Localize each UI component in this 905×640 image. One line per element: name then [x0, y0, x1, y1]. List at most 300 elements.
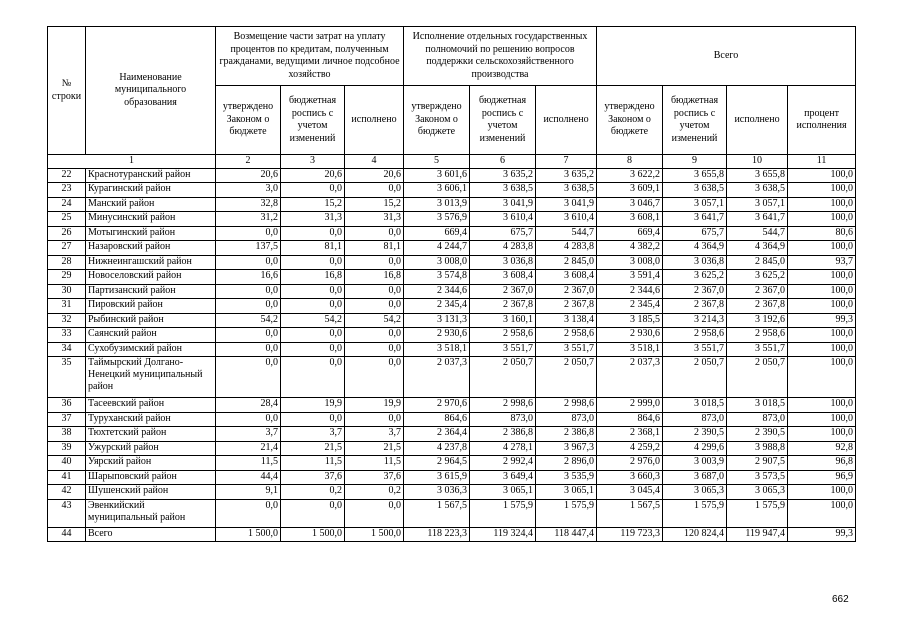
cell-value-c7: 3 535,9: [536, 470, 597, 485]
cell-value-c5: 2 345,4: [404, 299, 470, 314]
cell-value-c8: 2 930,6: [597, 328, 663, 343]
cell-municipality-name: Пировский район: [86, 299, 216, 314]
cell-value-c4: 37,6: [345, 470, 404, 485]
column-number: 4: [345, 155, 404, 169]
cell-value-c7: 3 608,4: [536, 270, 597, 285]
cell-value-c9: 3 641,7: [663, 212, 727, 227]
cell-value-c3: 21,5: [281, 441, 345, 456]
table-row: [48, 168, 856, 183]
cell-municipality-name: Партизанский район: [86, 284, 216, 299]
cell-row-no: 33: [48, 328, 86, 343]
cell-municipality-name: Туруханский район: [86, 412, 216, 427]
cell-value-c2: 0,0: [216, 412, 281, 427]
cell-value-c11: 100,0: [788, 241, 856, 256]
cell-value-c4: 31,3: [345, 212, 404, 227]
cell-value-c8: 3 660,3: [597, 470, 663, 485]
cell-value-c3: 19,9: [281, 398, 345, 413]
cell-value-c3: 0,0: [281, 284, 345, 299]
cell-value-c7: 873,0: [536, 412, 597, 427]
cell-value-c9: 2 958,6: [663, 328, 727, 343]
cell-value-c4: 1 500,0: [345, 527, 404, 542]
cell-value-c6: 675,7: [470, 226, 536, 241]
cell-municipality-name: Уярский район: [86, 456, 216, 471]
cell-row-no: 32: [48, 313, 86, 328]
cell-value-c11: 100,0: [788, 499, 856, 527]
cell-value-c5: 3 013,9: [404, 197, 470, 212]
cell-municipality-name: Краснотуранский район: [86, 168, 216, 183]
cell-value-c10: 3 988,8: [727, 441, 788, 456]
cell-value-c4: 0,0: [345, 299, 404, 314]
header-budget-list: бюджетная роспись с учетом изменений: [281, 86, 345, 155]
cell-value-c6: 1 575,9: [470, 499, 536, 527]
cell-value-c6: 2 050,7: [470, 357, 536, 398]
cell-value-c5: 3 601,6: [404, 168, 470, 183]
cell-value-c7: 544,7: [536, 226, 597, 241]
cell-value-c6: 3 610,4: [470, 212, 536, 227]
cell-value-c10: 3 551,7: [727, 342, 788, 357]
cell-value-c2: 9,1: [216, 485, 281, 500]
cell-value-c8: 3 185,5: [597, 313, 663, 328]
cell-value-c10: 119 947,4: [727, 527, 788, 542]
cell-value-c7: 3 638,5: [536, 183, 597, 198]
cell-value-c9: 1 575,9: [663, 499, 727, 527]
cell-value-c6: 873,0: [470, 412, 536, 427]
cell-value-c6: 3 160,1: [470, 313, 536, 328]
header-group-total: Всего: [597, 27, 856, 86]
table-row: [48, 412, 856, 427]
cell-value-c7: 2 386,8: [536, 427, 597, 442]
cell-value-c3: 0,0: [281, 342, 345, 357]
cell-value-c7: 3 610,4: [536, 212, 597, 227]
cell-value-c2: 0,0: [216, 357, 281, 398]
cell-value-c5: 4 244,7: [404, 241, 470, 256]
cell-row-no: 40: [48, 456, 86, 471]
cell-value-c3: 3,7: [281, 427, 345, 442]
cell-value-c2: 0,0: [216, 255, 281, 270]
cell-value-c8: 2 345,4: [597, 299, 663, 314]
cell-value-c11: 100,0: [788, 398, 856, 413]
cell-row-no: 27: [48, 241, 86, 256]
cell-value-c8: 1 567,5: [597, 499, 663, 527]
cell-value-c6: 3 065,1: [470, 485, 536, 500]
column-number: 8: [597, 155, 663, 169]
cell-row-no: 34: [48, 342, 86, 357]
table-row: [48, 197, 856, 212]
cell-value-c9: 3 018,5: [663, 398, 727, 413]
cell-value-c6: 2 367,8: [470, 299, 536, 314]
header-name: Наименование муниципального образования: [86, 27, 216, 155]
cell-value-c4: 3,7: [345, 427, 404, 442]
cell-value-c9: 4 299,6: [663, 441, 727, 456]
cell-row-no: 36: [48, 398, 86, 413]
table-row: [48, 284, 856, 299]
header-row-no: № строки: [48, 27, 86, 155]
cell-value-c9: 3 003,9: [663, 456, 727, 471]
cell-municipality-name: Назаровский район: [86, 241, 216, 256]
cell-value-c6: 2 998,6: [470, 398, 536, 413]
cell-value-c9: 3 065,3: [663, 485, 727, 500]
cell-value-c4: 0,0: [345, 412, 404, 427]
cell-value-c5: 3 131,3: [404, 313, 470, 328]
table-row: [48, 470, 856, 485]
cell-value-c11: 93,7: [788, 255, 856, 270]
cell-value-c4: 0,0: [345, 499, 404, 527]
cell-value-c10: 2 390,5: [727, 427, 788, 442]
cell-value-c10: 544,7: [727, 226, 788, 241]
cell-municipality-name: Новоселовский район: [86, 270, 216, 285]
cell-value-c4: 21,5: [345, 441, 404, 456]
cell-value-c5: 2 964,5: [404, 456, 470, 471]
cell-value-c3: 0,0: [281, 499, 345, 527]
cell-value-c8: 864,6: [597, 412, 663, 427]
cell-municipality-name: Ужурский район: [86, 441, 216, 456]
table-row: [48, 328, 856, 343]
cell-municipality-name: Рыбинский район: [86, 313, 216, 328]
cell-row-no: 43: [48, 499, 86, 527]
cell-value-c6: 2 958,6: [470, 328, 536, 343]
cell-value-c11: 100,0: [788, 412, 856, 427]
cell-row-no: 38: [48, 427, 86, 442]
cell-value-c7: 3 065,1: [536, 485, 597, 500]
cell-row-no: 31: [48, 299, 86, 314]
cell-value-c2: 32,8: [216, 197, 281, 212]
cell-value-c9: 3 036,8: [663, 255, 727, 270]
cell-value-c11: 100,0: [788, 299, 856, 314]
table-row: [48, 313, 856, 328]
cell-value-c9: 2 390,5: [663, 427, 727, 442]
cell-value-c11: 100,0: [788, 427, 856, 442]
cell-value-c11: 100,0: [788, 212, 856, 227]
cell-value-c5: 2 037,3: [404, 357, 470, 398]
cell-value-c4: 0,0: [345, 183, 404, 198]
cell-value-c5: 118 223,3: [404, 527, 470, 542]
cell-value-c4: 20,6: [345, 168, 404, 183]
cell-value-c6: 2 992,4: [470, 456, 536, 471]
cell-value-c11: 100,0: [788, 357, 856, 398]
cell-value-c8: 3 045,4: [597, 485, 663, 500]
cell-value-c6: 3 036,8: [470, 255, 536, 270]
cell-value-c8: 119 723,3: [597, 527, 663, 542]
cell-value-c6: 119 324,4: [470, 527, 536, 542]
header-approved: утверждено Законом о бюджете: [404, 86, 470, 155]
table-row: [48, 183, 856, 198]
cell-municipality-name: Курагинский район: [86, 183, 216, 198]
cell-value-c3: 0,0: [281, 412, 345, 427]
column-number: 11: [788, 155, 856, 169]
cell-value-c10: 3 655,8: [727, 168, 788, 183]
cell-value-c9: 3 687,0: [663, 470, 727, 485]
cell-value-c2: 20,6: [216, 168, 281, 183]
cell-value-c3: 31,3: [281, 212, 345, 227]
cell-value-c7: 2 998,6: [536, 398, 597, 413]
cell-value-c2: 1 500,0: [216, 527, 281, 542]
cell-row-no: 24: [48, 197, 86, 212]
cell-value-c8: 2 999,0: [597, 398, 663, 413]
cell-value-c8: 3 609,1: [597, 183, 663, 198]
cell-value-c9: 4 364,9: [663, 241, 727, 256]
cell-value-c6: 4 278,1: [470, 441, 536, 456]
cell-value-c2: 21,4: [216, 441, 281, 456]
cell-value-c3: 0,0: [281, 328, 345, 343]
cell-value-c2: 31,2: [216, 212, 281, 227]
header-executed: исполнено: [536, 86, 597, 155]
column-number: 2: [216, 155, 281, 169]
cell-value-c9: 3 214,3: [663, 313, 727, 328]
cell-value-c5: 2 930,6: [404, 328, 470, 343]
cell-value-c11: 80,6: [788, 226, 856, 241]
cell-value-c5: 3 036,3: [404, 485, 470, 500]
table-row: [48, 456, 856, 471]
cell-value-c6: 2 367,0: [470, 284, 536, 299]
cell-value-c5: 4 237,8: [404, 441, 470, 456]
cell-value-c5: 2 344,6: [404, 284, 470, 299]
cell-value-c11: 100,0: [788, 168, 856, 183]
column-number: 10: [727, 155, 788, 169]
cell-value-c4: 0,0: [345, 328, 404, 343]
cell-value-c4: 15,2: [345, 197, 404, 212]
cell-value-c9: 2 367,0: [663, 284, 727, 299]
cell-value-c2: 0,0: [216, 284, 281, 299]
cell-value-c4: 0,0: [345, 226, 404, 241]
cell-value-c10: 3 638,5: [727, 183, 788, 198]
cell-value-c4: 0,0: [345, 357, 404, 398]
cell-value-c11: 100,0: [788, 183, 856, 198]
cell-municipality-name: Шушенский район: [86, 485, 216, 500]
cell-value-c10: 2 050,7: [727, 357, 788, 398]
cell-value-c7: 2 896,0: [536, 456, 597, 471]
cell-value-c3: 0,0: [281, 299, 345, 314]
cell-value-c11: 100,0: [788, 342, 856, 357]
cell-value-c2: 3,7: [216, 427, 281, 442]
cell-value-c4: 19,9: [345, 398, 404, 413]
cell-value-c8: 3 008,0: [597, 255, 663, 270]
cell-value-c3: 20,6: [281, 168, 345, 183]
cell-value-c8: 4 259,2: [597, 441, 663, 456]
cell-value-c9: 2 050,7: [663, 357, 727, 398]
cell-value-c8: 2 344,6: [597, 284, 663, 299]
header-executed: исполнено: [727, 86, 788, 155]
table-row: [48, 441, 856, 456]
cell-value-c4: 54,2: [345, 313, 404, 328]
cell-value-c8: 3 622,2: [597, 168, 663, 183]
cell-value-c11: 100,0: [788, 270, 856, 285]
cell-value-c7: 3 138,4: [536, 313, 597, 328]
cell-value-c6: 3 608,4: [470, 270, 536, 285]
cell-value-c11: 96,8: [788, 456, 856, 471]
cell-value-c2: 137,5: [216, 241, 281, 256]
table-row: [48, 357, 856, 398]
cell-value-c6: 3 635,2: [470, 168, 536, 183]
cell-municipality-name: Тюхтетский район: [86, 427, 216, 442]
header-approved: утверждено Законом о бюджете: [216, 86, 281, 155]
cell-value-c11: 100,0: [788, 485, 856, 500]
cell-value-c7: 2 050,7: [536, 357, 597, 398]
cell-value-c10: 3 065,3: [727, 485, 788, 500]
cell-value-c7: 2 958,6: [536, 328, 597, 343]
cell-value-c4: 0,2: [345, 485, 404, 500]
table-row: [48, 270, 856, 285]
cell-value-c7: 2 367,0: [536, 284, 597, 299]
cell-value-c7: 3 635,2: [536, 168, 597, 183]
cell-row-no: 29: [48, 270, 86, 285]
header-group-interest: Возмещение части затрат на уплату процентов по кредитам, полученным гражданами, ведущими личное подсобное хозяйство: [216, 27, 404, 86]
cell-value-c9: 120 824,4: [663, 527, 727, 542]
cell-row-no: 25: [48, 212, 86, 227]
cell-municipality-name: Тасеевский район: [86, 398, 216, 413]
cell-value-c8: 669,4: [597, 226, 663, 241]
header-percent: процент исполнения: [788, 86, 856, 155]
cell-row-no: 22: [48, 168, 86, 183]
cell-row-no: 35: [48, 357, 86, 398]
cell-value-c10: 2 367,8: [727, 299, 788, 314]
cell-value-c11: 99,3: [788, 313, 856, 328]
cell-value-c7: 3 551,7: [536, 342, 597, 357]
cell-value-c3: 11,5: [281, 456, 345, 471]
table-row: [48, 342, 856, 357]
header-budget-list: бюджетная роспись с учетом изменений: [663, 86, 727, 155]
cell-value-c9: 3 625,2: [663, 270, 727, 285]
cell-value-c4: 11,5: [345, 456, 404, 471]
cell-value-c10: 3 625,2: [727, 270, 788, 285]
cell-row-no: 37: [48, 412, 86, 427]
cell-value-c5: 669,4: [404, 226, 470, 241]
cell-value-c5: 3 615,9: [404, 470, 470, 485]
cell-municipality-name: Эвенкийский муниципальный район: [86, 499, 216, 527]
cell-value-c8: 3 591,4: [597, 270, 663, 285]
cell-value-c9: 675,7: [663, 226, 727, 241]
cell-value-c3: 15,2: [281, 197, 345, 212]
cell-value-c10: 2 367,0: [727, 284, 788, 299]
cell-value-c9: 3 638,5: [663, 183, 727, 198]
cell-value-c11: 92,8: [788, 441, 856, 456]
table-header: [48, 27, 856, 169]
cell-row-no: 28: [48, 255, 86, 270]
cell-value-c8: 4 382,2: [597, 241, 663, 256]
cell-value-c11: 100,0: [788, 197, 856, 212]
column-number: 6: [470, 155, 536, 169]
column-number: 9: [663, 155, 727, 169]
cell-value-c10: 3 573,5: [727, 470, 788, 485]
cell-value-c2: 16,6: [216, 270, 281, 285]
table-row: [48, 527, 856, 542]
cell-value-c10: 3 192,6: [727, 313, 788, 328]
cell-municipality-name: Таймырский Долгано-Ненецкий муниципальный район: [86, 357, 216, 398]
cell-value-c10: 2 958,6: [727, 328, 788, 343]
cell-value-c10: 3 057,1: [727, 197, 788, 212]
cell-value-c2: 28,4: [216, 398, 281, 413]
cell-value-c6: 2 386,8: [470, 427, 536, 442]
cell-value-c3: 16,8: [281, 270, 345, 285]
header-group-state-powers: Исполнение отдельных государственных полномочий по решению вопросов поддержки сельскохозяйственного производства: [404, 27, 597, 86]
cell-value-c3: 0,0: [281, 357, 345, 398]
column-number: 3: [281, 155, 345, 169]
cell-value-c6: 4 283,8: [470, 241, 536, 256]
cell-value-c3: 81,1: [281, 241, 345, 256]
cell-value-c8: 2 037,3: [597, 357, 663, 398]
cell-municipality-name: Саянский район: [86, 328, 216, 343]
cell-value-c10: 3 641,7: [727, 212, 788, 227]
cell-value-c7: 3 967,3: [536, 441, 597, 456]
cell-row-no: 23: [48, 183, 86, 198]
cell-municipality-name: Мотыгинский район: [86, 226, 216, 241]
table-row: [48, 427, 856, 442]
cell-row-no: 42: [48, 485, 86, 500]
cell-value-c5: 1 567,5: [404, 499, 470, 527]
cell-value-c6: 3 638,5: [470, 183, 536, 198]
cell-value-c4: 81,1: [345, 241, 404, 256]
cell-value-c7: 4 283,8: [536, 241, 597, 256]
cell-value-c10: 2 845,0: [727, 255, 788, 270]
table-row: [48, 485, 856, 500]
cell-value-c2: 0,0: [216, 328, 281, 343]
header-approved: утверждено Законом о бюджете: [597, 86, 663, 155]
cell-value-c2: 54,2: [216, 313, 281, 328]
cell-value-c9: 873,0: [663, 412, 727, 427]
cell-row-no: 41: [48, 470, 86, 485]
cell-value-c11: 100,0: [788, 328, 856, 343]
cell-value-c4: 16,8: [345, 270, 404, 285]
cell-value-c5: 3 576,9: [404, 212, 470, 227]
table-row: [48, 241, 856, 256]
cell-value-c11: 99,3: [788, 527, 856, 542]
cell-row-no: 26: [48, 226, 86, 241]
cell-value-c6: 3 551,7: [470, 342, 536, 357]
cell-row-no: 30: [48, 284, 86, 299]
cell-municipality-name: Нижнеингашский район: [86, 255, 216, 270]
cell-value-c9: 3 057,1: [663, 197, 727, 212]
cell-municipality-name: Шарыповский район: [86, 470, 216, 485]
cell-row-no: 39: [48, 441, 86, 456]
cell-value-c7: 2 845,0: [536, 255, 597, 270]
cell-value-c3: 1 500,0: [281, 527, 345, 542]
table-row: [48, 299, 856, 314]
cell-row-no: 44: [48, 527, 86, 542]
cell-value-c9: 3 655,8: [663, 168, 727, 183]
column-number: 7: [536, 155, 597, 169]
cell-value-c3: 0,2: [281, 485, 345, 500]
cell-value-c7: 1 575,9: [536, 499, 597, 527]
cell-value-c5: 3 606,1: [404, 183, 470, 198]
cell-value-c2: 0,0: [216, 342, 281, 357]
cell-value-c2: 0,0: [216, 226, 281, 241]
cell-value-c4: 0,0: [345, 255, 404, 270]
table-row: [48, 255, 856, 270]
cell-value-c5: 864,6: [404, 412, 470, 427]
cell-value-c10: 2 907,5: [727, 456, 788, 471]
cell-value-c2: 44,4: [216, 470, 281, 485]
cell-value-c2: 0,0: [216, 499, 281, 527]
header-budget-list: бюджетная роспись с учетом изменений: [470, 86, 536, 155]
cell-value-c3: 0,0: [281, 226, 345, 241]
cell-value-c8: 3 518,1: [597, 342, 663, 357]
cell-value-c10: 873,0: [727, 412, 788, 427]
cell-value-c9: 2 367,8: [663, 299, 727, 314]
cell-value-c2: 11,5: [216, 456, 281, 471]
budget-execution-table: [47, 26, 856, 542]
table-row: [48, 398, 856, 413]
cell-value-c7: 118 447,4: [536, 527, 597, 542]
cell-value-c11: 96,9: [788, 470, 856, 485]
cell-value-c11: 100,0: [788, 284, 856, 299]
cell-value-c5: 3 574,8: [404, 270, 470, 285]
cell-value-c3: 0,0: [281, 255, 345, 270]
cell-value-c5: 3 518,1: [404, 342, 470, 357]
cell-value-c8: 3 046,7: [597, 197, 663, 212]
column-number: 5: [404, 155, 470, 169]
cell-value-c5: 2 970,6: [404, 398, 470, 413]
cell-value-c5: 3 008,0: [404, 255, 470, 270]
cell-value-c8: 2 976,0: [597, 456, 663, 471]
